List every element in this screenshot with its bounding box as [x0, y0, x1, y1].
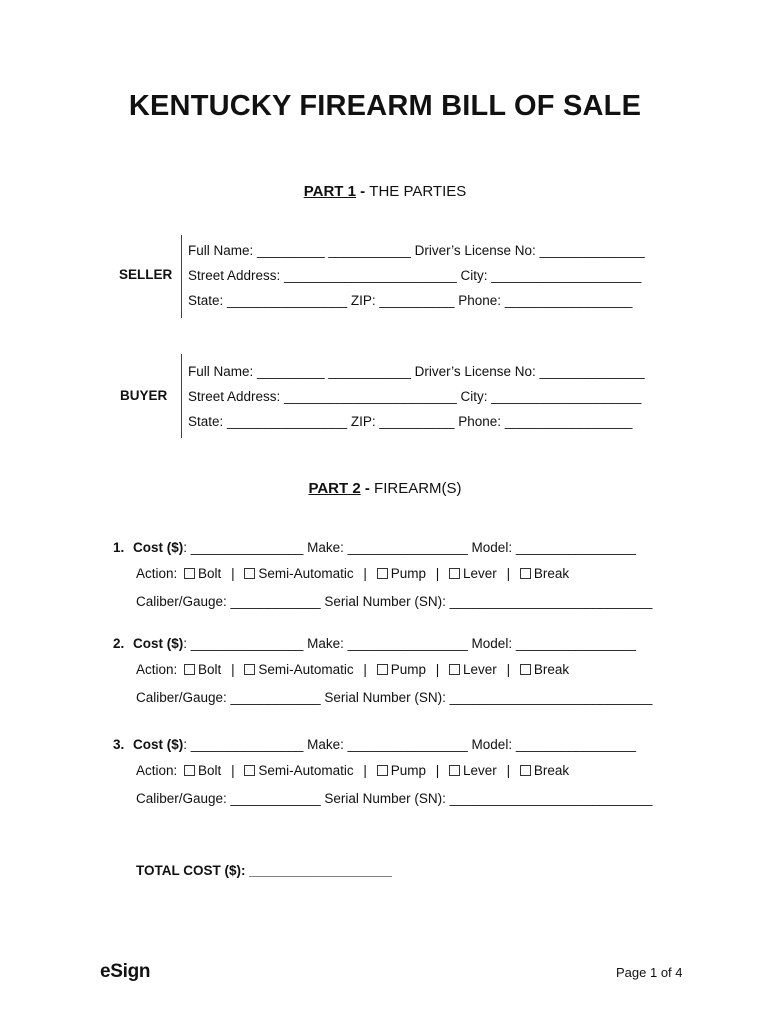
checkbox-bolt[interactable] [184, 664, 195, 675]
buyer-address-row[interactable]: Street Address: _______________________ City: ____________________ [188, 389, 642, 404]
part1-text: THE PARTIES [369, 183, 467, 200]
cost-label: Cost ($) [133, 540, 184, 555]
separator: | [506, 662, 511, 677]
esign-logo: eSign [100, 961, 151, 982]
buyer-divider [181, 354, 182, 438]
separator: | [231, 662, 235, 677]
firearm-1-caliber-row[interactable]: Caliber/Gauge: ____________ Serial Number (SN): ___________________________ [136, 594, 653, 609]
part2-dash: - [360, 480, 375, 497]
option-bolt: Bolt [198, 763, 222, 778]
seller-address-row[interactable]: Street Address: _______________________ City: ____________________ [188, 268, 642, 283]
firearm-3-caliber-row[interactable]: Caliber/Gauge: ____________ Serial Number (SN): ___________________________ [136, 791, 653, 806]
firearm-number: 1. [113, 540, 125, 555]
firearm-2-action-row [136, 662, 569, 677]
option-semi-automatic: Semi-Automatic [258, 763, 354, 778]
separator: | [435, 763, 440, 778]
checkbox-pump[interactable] [377, 765, 388, 776]
buyer-label: BUYER [120, 388, 168, 403]
separator: | [435, 662, 440, 677]
firearm-2-cost-row[interactable] [113, 636, 636, 651]
action-label: Action: [136, 566, 178, 581]
checkbox-break[interactable] [520, 664, 531, 675]
part1-dash: - [355, 183, 370, 200]
buyer-name-row[interactable]: Full Name: _________ ___________ Driver’s License No: ______________ [188, 364, 645, 379]
option-pump: Pump [390, 763, 426, 778]
cost-make-model-fields[interactable]: : _______________ Make: ________________ Model: ________________ [183, 737, 636, 752]
checkbox-break[interactable] [520, 765, 531, 776]
checkbox-pump[interactable] [377, 568, 388, 579]
buyer-state-row[interactable]: State: ________________ ZIP: __________ Phone: _________________ [188, 414, 633, 429]
option-break: Break [533, 566, 570, 581]
cost-label: Cost ($) [133, 737, 184, 752]
firearm-3-action-row [136, 763, 569, 778]
option-lever: Lever [463, 566, 497, 581]
separator: | [363, 662, 367, 677]
option-pump: Pump [390, 662, 426, 677]
seller-label: SELLER [119, 267, 173, 282]
separator: | [506, 566, 511, 581]
separator: | [231, 763, 235, 778]
part2-label: PART 2 [308, 480, 361, 497]
firearm-number: 2. [113, 636, 125, 651]
firearm-3-cost-row[interactable] [113, 737, 636, 752]
total-cost-field[interactable]: TOTAL COST ($): ___________________ [136, 863, 392, 878]
option-bolt: Bolt [198, 566, 222, 581]
cost-make-model-fields[interactable]: : _______________ Make: ________________ Model: ________________ [183, 540, 636, 555]
firearm-1-action-row [136, 566, 569, 581]
firearm-2-caliber-row[interactable]: Caliber/Gauge: ____________ Serial Number (SN): ___________________________ [136, 690, 653, 705]
checkbox-semi-automatic[interactable] [244, 664, 255, 675]
option-break: Break [533, 763, 570, 778]
option-semi-automatic: Semi-Automatic [258, 662, 354, 677]
document-title: KENTUCKY FIREARM BILL OF SALE [128, 90, 642, 122]
checkbox-semi-automatic[interactable] [244, 765, 255, 776]
option-lever: Lever [463, 662, 497, 677]
option-lever: Lever [463, 763, 497, 778]
checkbox-lever[interactable] [449, 568, 460, 579]
action-label: Action: [136, 763, 178, 778]
seller-state-row[interactable]: State: ________________ ZIP: __________ Phone: _________________ [188, 293, 633, 308]
checkbox-break[interactable] [520, 568, 531, 579]
checkbox-bolt[interactable] [184, 765, 195, 776]
option-break: Break [533, 662, 570, 677]
separator: | [231, 566, 235, 581]
option-pump: Pump [390, 566, 426, 581]
checkbox-semi-automatic[interactable] [244, 568, 255, 579]
cost-make-model-fields[interactable]: : _______________ Make: ________________ Model: ________________ [183, 636, 636, 651]
action-label: Action: [136, 662, 178, 677]
part2-text: FIREARM(S) [374, 480, 462, 497]
checkbox-bolt[interactable] [184, 568, 195, 579]
part1-label: PART 1 [303, 183, 356, 200]
checkbox-pump[interactable] [377, 664, 388, 675]
option-bolt: Bolt [198, 662, 222, 677]
cost-label: Cost ($) [133, 636, 184, 651]
page-number: Page 1 of 4 [616, 965, 683, 980]
separator: | [506, 763, 511, 778]
seller-divider [181, 235, 182, 318]
checkbox-lever[interactable] [449, 765, 460, 776]
seller-name-row[interactable]: Full Name: _________ ___________ Driver’s License No: ______________ [188, 243, 645, 258]
option-semi-automatic: Semi-Automatic [258, 566, 354, 581]
firearm-1-cost-row[interactable] [113, 540, 636, 555]
part1-heading [0, 183, 770, 200]
firearm-number: 3. [113, 737, 125, 752]
separator: | [363, 763, 367, 778]
separator: | [363, 566, 367, 581]
checkbox-lever[interactable] [449, 664, 460, 675]
part2-heading [0, 480, 770, 497]
separator: | [435, 566, 440, 581]
